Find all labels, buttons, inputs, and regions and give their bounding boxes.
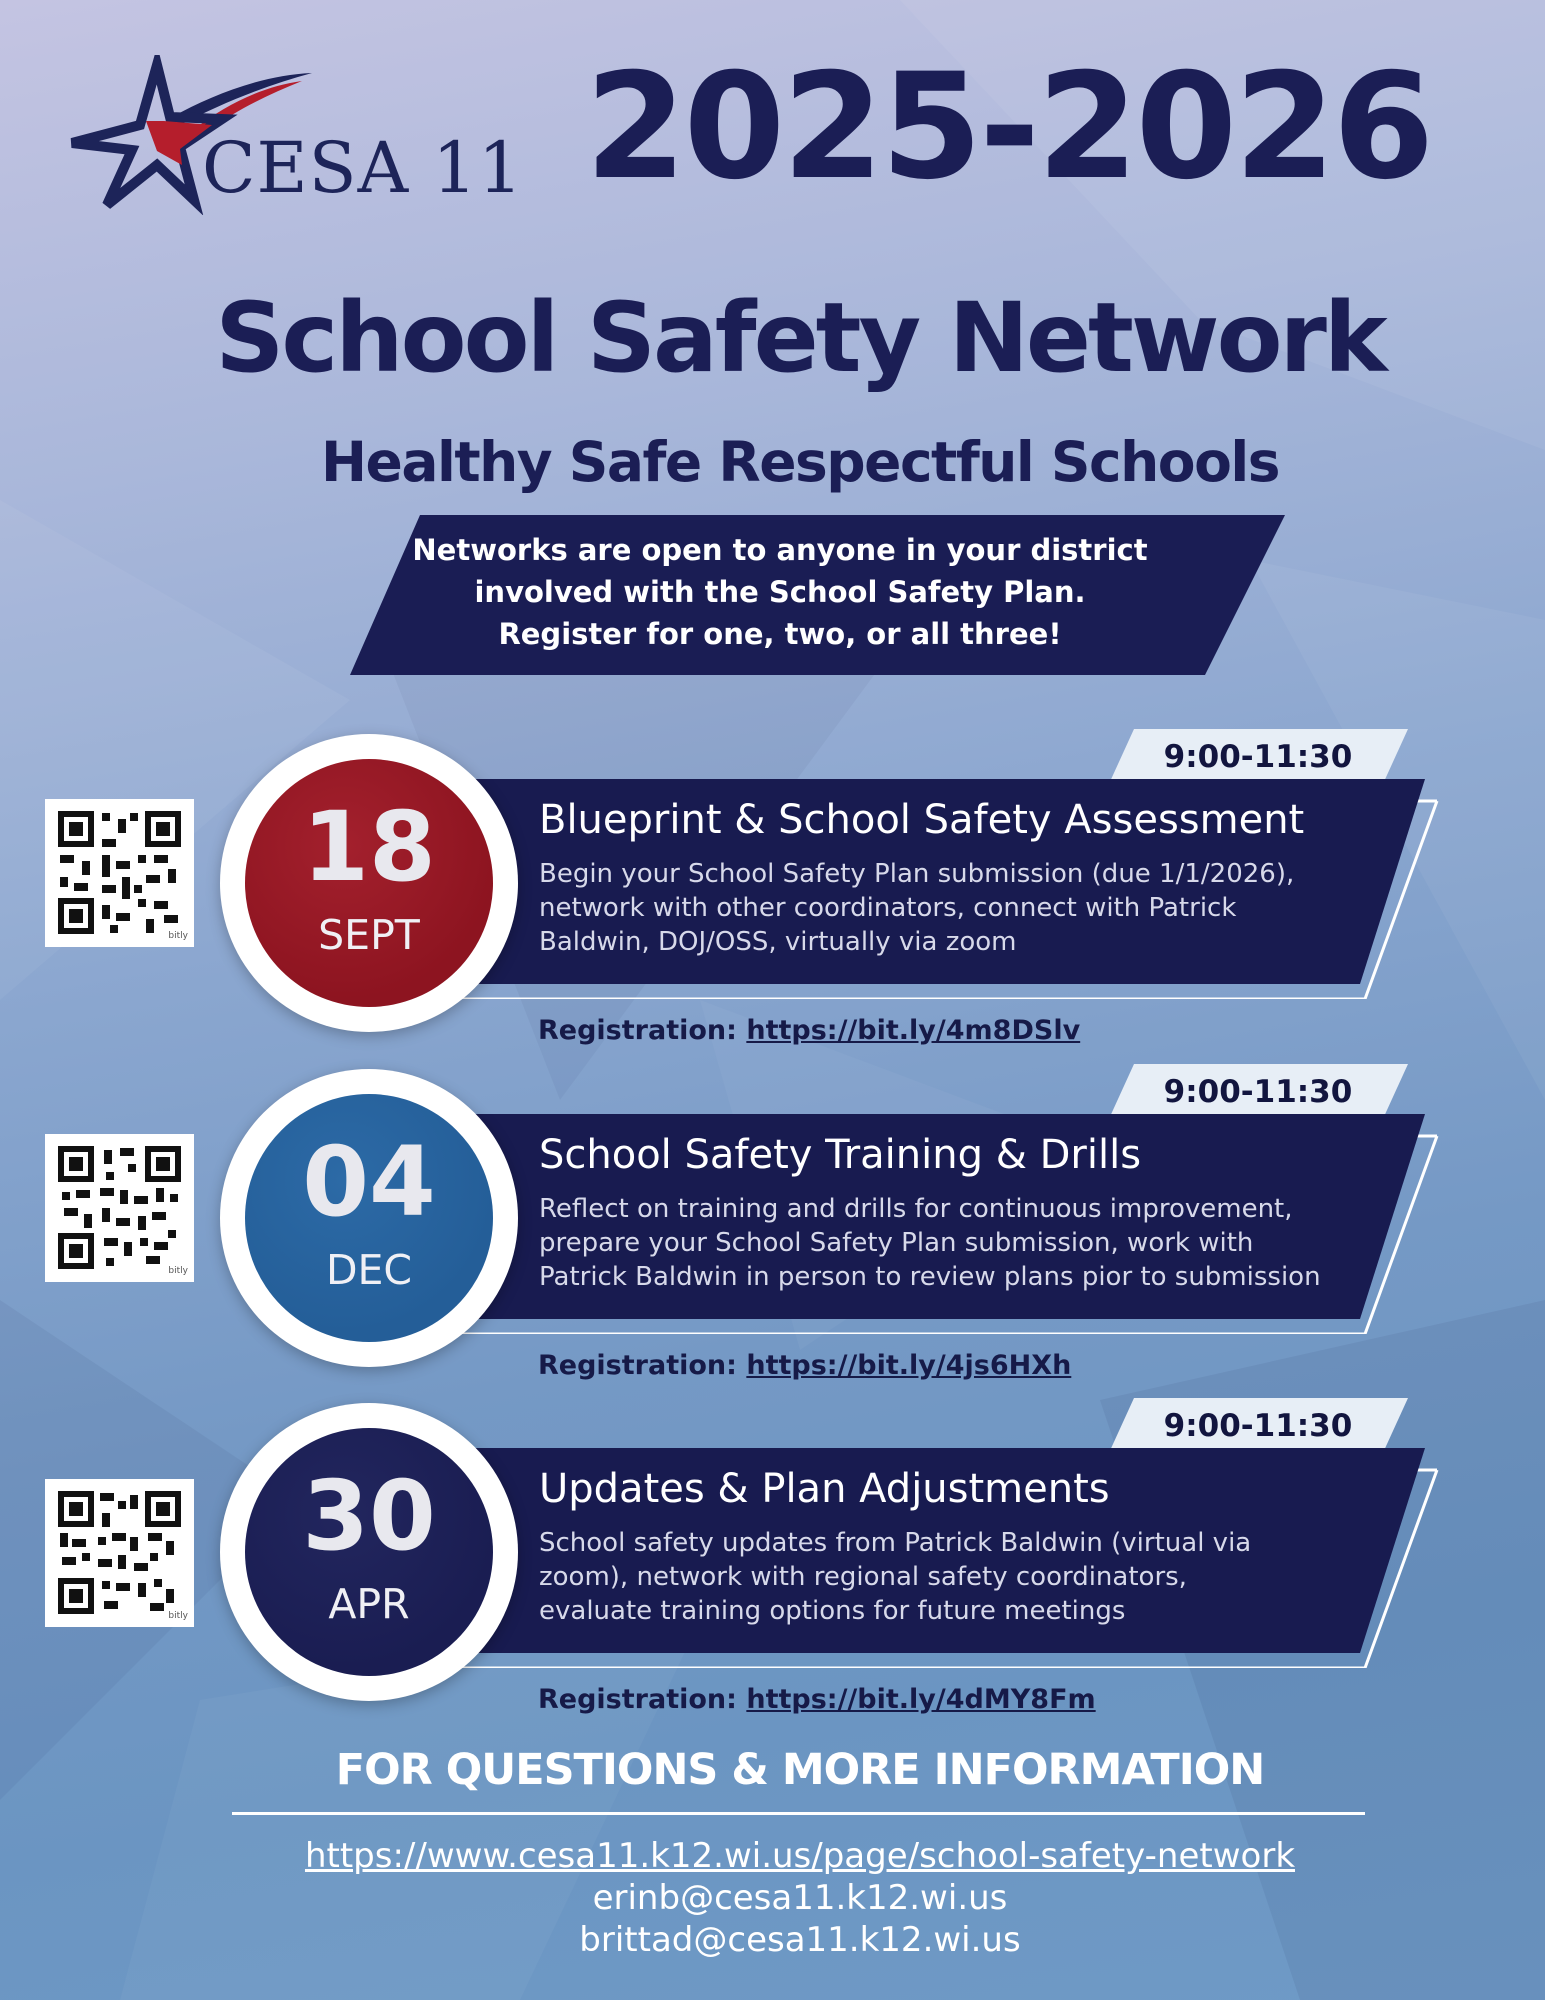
event-description: [539, 1526, 1389, 1628]
description-line: evaluate training options for future meetings: [539, 1596, 1126, 1626]
banner-line: Networks are open to anyone in your district: [412, 533, 1148, 567]
event-title: Blueprint & School Safety Assessment: [539, 797, 1305, 843]
year-heading: 2025-2026: [585, 42, 1432, 212]
event-day: 30: [302, 1460, 436, 1572]
info-banner: [350, 515, 1285, 675]
bitly-badge: bitly: [168, 1611, 188, 1621]
event-description: [539, 857, 1389, 959]
description-line: network with other coordinators, connect with Patrick: [539, 893, 1237, 923]
email-link[interactable]: erinb@cesa11.k12.wi.us: [592, 1878, 1008, 1918]
registration: [538, 1015, 1080, 1046]
qr-code-icon: [58, 1491, 181, 1614]
event-month: DEC: [325, 1246, 413, 1294]
bitly-badge: bitly: [168, 1266, 188, 1276]
description-line: prepare your School Safety Plan submission, work with: [539, 1228, 1254, 1258]
qr-code[interactable]: [45, 1479, 194, 1627]
registration: [538, 1350, 1071, 1381]
event-card: [0, 729, 1545, 1059]
banner-text: [350, 529, 1210, 655]
event-title: Updates & Plan Adjustments: [539, 1466, 1110, 1512]
description-line: Patrick Baldwin in person to review plans pior to submission: [539, 1262, 1321, 1292]
registration-link[interactable]: https://bit.ly/4m8DSlv: [746, 1015, 1081, 1046]
registration-label: Registration:: [538, 1684, 737, 1715]
description-line: Baldwin, DOJ/OSS, virtually via zoom: [539, 927, 1017, 957]
qr-code[interactable]: [45, 1134, 194, 1282]
description-line: School safety updates from Patrick Baldwin (virtual via: [539, 1528, 1252, 1558]
event-description: [539, 1192, 1389, 1294]
event-day: 04: [302, 1126, 436, 1238]
registration-link[interactable]: https://bit.ly/4dMY8Fm: [746, 1684, 1096, 1715]
description-line: zoom), network with regional safety coordinators,: [539, 1562, 1187, 1592]
footer-divider: [232, 1812, 1365, 1815]
page-subtitle: Healthy Safe Respectful Schools: [321, 430, 1279, 494]
footer-heading: FOR QUESTIONS & MORE INFORMATION: [335, 1745, 1265, 1795]
event-time: 9:00-11:30: [1163, 1408, 1353, 1444]
qr-code-icon: [58, 1146, 181, 1269]
event-month: SEPT: [318, 911, 420, 959]
registration-link[interactable]: https://bit.ly/4js6HXh: [746, 1350, 1072, 1381]
event-card: [0, 1398, 1545, 1728]
registration-label: Registration:: [538, 1015, 737, 1046]
logo-text: CESA 11: [202, 127, 524, 209]
registration: [538, 1684, 1096, 1715]
page-title: School Safety Network: [215, 282, 1385, 394]
registration-label: Registration:: [538, 1350, 737, 1381]
website-link[interactable]: https://www.cesa11.k12.wi.us/page/school-safety-network: [304, 1836, 1296, 1876]
description-line: Reflect on training and drills for continuous improvement,: [539, 1194, 1293, 1224]
event-time: 9:00-11:30: [1163, 1074, 1353, 1110]
qr-code[interactable]: [45, 799, 194, 947]
email-link[interactable]: brittad@cesa11.k12.wi.us: [579, 1920, 1021, 1960]
description-line: Begin your School Safety Plan submission (due 1/1/2026),: [539, 859, 1295, 889]
event-month: APR: [328, 1580, 410, 1628]
qr-code-icon: [58, 811, 181, 934]
banner-line: Register for one, two, or all three!: [498, 617, 1062, 651]
event-title: School Safety Training & Drills: [539, 1132, 1142, 1178]
event-day: 18: [302, 791, 436, 903]
bitly-badge: bitly: [168, 931, 188, 941]
event-time: 9:00-11:30: [1163, 739, 1353, 775]
cesa11-logo: [62, 55, 524, 215]
banner-line: involved with the School Safety Plan.: [474, 575, 1086, 609]
event-card: [0, 1064, 1545, 1394]
